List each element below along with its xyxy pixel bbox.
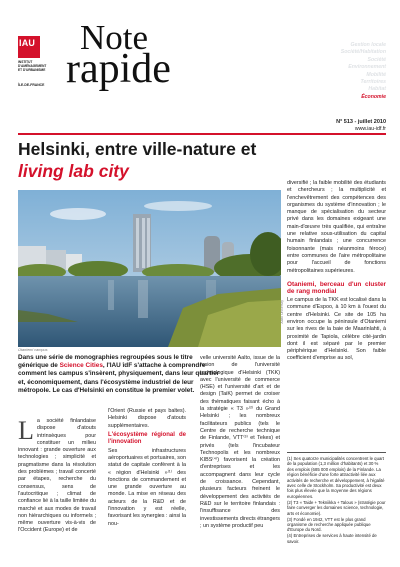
lead-paragraph [18, 354, 224, 395]
column-text: Ses infrastructures aéroportuaires et portuaires, son statut de capitale confèrent à la « région d'Helsinki »⁽¹⁾ des fonctions de commandement et une grande ouverture au monde. La mise en réseau des acteurs de la R&D et de l'innovation y est réelle, favorisant les synergies : ainsi la nou- [108, 447, 186, 527]
theme-list [341, 42, 386, 101]
section-heading: L'écosystème régional de l'innovation [108, 431, 186, 446]
theme-item: Mobilité [366, 71, 386, 78]
article-column-4 [287, 180, 386, 363]
column-text: l'Orient (Russie et pays baltes). Helsinki dispose d'atouts supplémentaires. [108, 408, 186, 429]
headline-line2: living lab city [18, 161, 129, 181]
article-column-2 [108, 408, 186, 528]
column-text: Le campus de la TKK est localisé dans la commune d'Espoo, à 10 km à l'ouest du centre d'Helsinki. Ce site de 105 ha environ occupe la péninsule d'Otaniemi sur les rives de la baie de Maarinlahti, à proximité de Tapiola, célèbre cité-jardin dont il est séparé par le premier périphérique d'Helsinki. Son faible coefficient d'emprise au sol, [287, 297, 386, 362]
campus-photo-illustration [18, 190, 281, 347]
logo-text: IAU [19, 38, 36, 48]
institute-line: INSTITUT [18, 60, 33, 64]
footnote: (4) Entreprises de services à haute intensité de savoir. [287, 533, 377, 544]
section-heading: Otaniemi, berceau d'un cluster de rang mondial [287, 280, 386, 296]
column-text: a société finlandaise dispose d'atouts intrinsèques pour constituer un milieu innovant : grande ouverture aux technologies ; simplicité et pragmatisme dans la résolution des problèmes ; travail concerté par étapes, recherche du consensus, sens de l'autocritique ; climat de confiance lié à la taille limitée du marché et aux modes de travail non hiérarchiques ou informels ; même ouverture vis-à-vis de l'Occident (Europe) et de [18, 418, 96, 534]
website-url[interactable]: www.iau-idf.fr [354, 126, 386, 132]
photo-credit: Aalto University [280, 300, 284, 324]
institute-region: ÎLE-DE-FRANCE [18, 83, 45, 87]
article-column-3 [200, 355, 280, 530]
headline-line1: Helsinki, entre ville-nature et [18, 139, 257, 159]
theme-item: Territoires [360, 79, 386, 86]
theme-item: Environnement [348, 64, 386, 71]
theme-item: Gestion locale [350, 42, 386, 48]
theme-item-active: Économie [361, 93, 386, 100]
headline [18, 138, 386, 182]
title-note: Note [80, 18, 149, 57]
theme-item: Société [367, 56, 386, 63]
footnote: (3) Fondé en 1942, VTT est le plus grand organisme de recherche appliquée publique d'Europe du Nord. [287, 516, 371, 533]
theme-item: Habitat [368, 86, 386, 93]
footnotes [287, 452, 386, 545]
footnote: (1) Ses quatorze municipalités concentrent le quart de la population (1,3 million d'habitants) et 30 % des emplois (685 000 emplois) de la Finlande. La région bénéficie d'une forte attractivité liée aux activités de recherche et développement, à l'égalité avec celle de Stockholm. Sa productivité est deux fois plus élevée que la moyenne des régions européennes. [287, 456, 385, 499]
institute-name [18, 60, 58, 73]
column-text: diversifié ; la faible mobilité des étudiants et chercheurs ; la multiplicité et l'enchevêtrement des compétences des organismes du système d'innovation ; le manque de spécialisation du secteur privé dans les domaines exigeant une main-d'œuvre très qualifiée, qui entraîne une relative sous-utilisation du capital humain finlandais ; une concurrence foisonnante (mais néanmoins féroce) entre communes de l'aire métropolitaine pour l'accueil de fonctions métropolitaines supérieures. [287, 180, 386, 274]
lead-emphasis: Science Cities [59, 362, 103, 370]
issue-number: N° 513 - juillet 2010 [336, 119, 386, 125]
article-column-1 [18, 418, 96, 535]
column-text: velle université Aalto, issue de la fusion de l'université technologique d'Helsinki (TKK) avec l'université de commerce (HSE) et l'université d'art et de design (TaiK) permet de croiser des thématiques faisant écho à la stratégie « T3 »⁽²⁾ du Grand Helsinki ; les nombreux facilitateurs publics (tels le Centre de recherche technique de Finlande, VTT⁽³⁾ et Tekes) et privés (tels l'incubateur Technopolis et les nombreux KIBS⁽⁴⁾) favorisent la création d'entreprises et les accompagnent dans leur cycle de croissance. Cependant, plusieurs facteurs freinent le développement des activités de R&D sur le territoire finlandais : l'insuffisance des investissements directs étrangers ; un système productif peu [200, 355, 280, 529]
lead-text-end: , l'IAU îdF s'attache à comprendre comment les campus s'insèrent, physiquement, dans leur quartier et, économiquement, dans l'écosystème industriel de leur métropole. Le cas d'Helsinki en constitue le premier volet. [18, 362, 220, 394]
institute-line: D'AMÉNAGEMENT [18, 64, 47, 69]
header-divider [18, 133, 386, 135]
lead-text: Dans une série de monographies regroupées sous le titre générique de [18, 354, 193, 370]
institute-line: ET D'URBANISME [18, 68, 46, 73]
campus-photo [18, 190, 281, 347]
title-rapide: rapide [66, 46, 171, 92]
theme-item: Société/Habitation [340, 49, 386, 56]
drop-cap: L [18, 416, 34, 445]
photo-caption: Otaniemi campus [18, 348, 48, 352]
footnote: (2) T3 « Taide + Tekniikka + Talous » (stratégie pour faire converger les domaines science, technologie, arts et économie). [287, 499, 386, 516]
